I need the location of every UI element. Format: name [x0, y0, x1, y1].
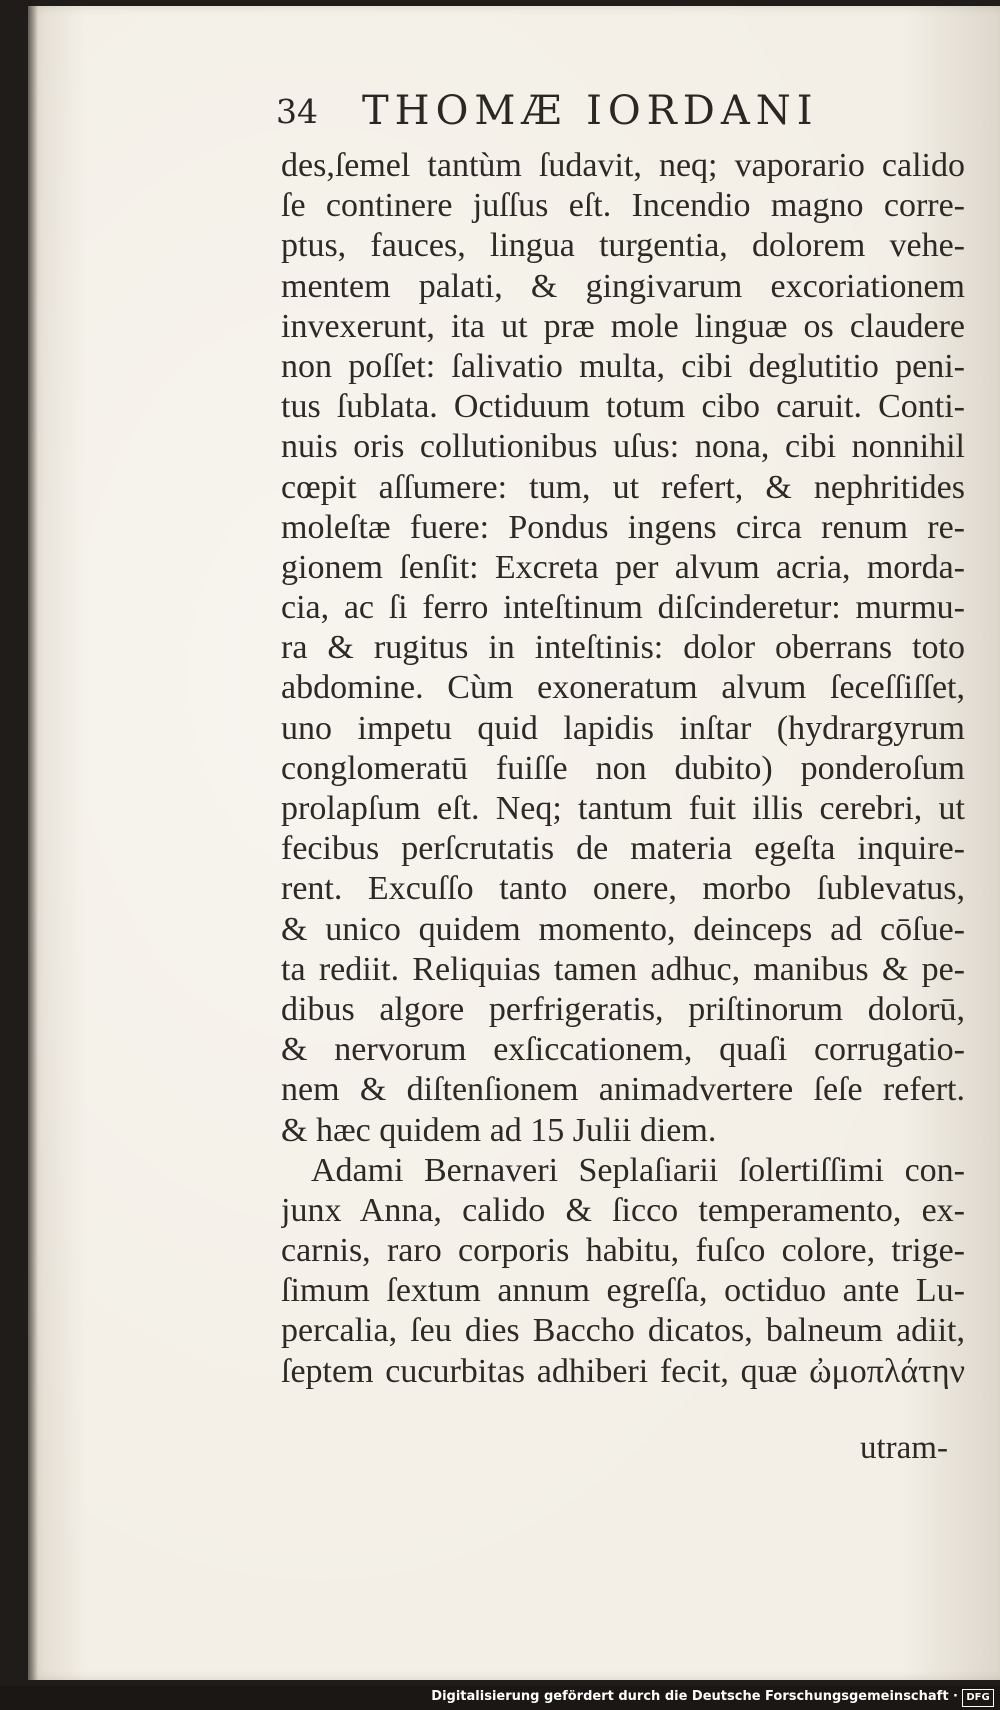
text-line: ſe continere juſſus eſt. Incendio magno corre- [281, 187, 965, 225]
dfg-logo: DFG [962, 1689, 994, 1707]
text-line: mentem palati, & gingivarum excoriationem [281, 267, 965, 305]
text-line: & hæc quidem ad 15 Julii diem. [281, 1111, 717, 1149]
text-line: nem & diſtenſionem animadvertere ſeſe refert. [281, 1071, 965, 1109]
body-text [281, 146, 965, 1392]
page-number: 34 [276, 92, 318, 131]
text-line: percalia, ſeu dies Baccho dicatos, balneum adiit, [281, 1312, 965, 1350]
text-line: nuis oris collutionibus uſus: nona, cibi nonnihil [281, 428, 965, 466]
text-line: gionem ſenſit: Excreta per alvum acria, morda- [281, 548, 965, 586]
text-line: moleſtæ fuere: Pondus ingens circa renum re- [281, 508, 965, 546]
text-line: & nervorum exſiccationem, quaſi corrugatio- [281, 1031, 965, 1069]
text-line: invexerunt, ita ut præ mole linguæ os claudere [281, 307, 965, 345]
text-line: carnis, raro corporis habitu, fuſco colore, trige- [281, 1232, 965, 1270]
text-line: ſeptem cucurbitas adhiberi fecit, quæ ὠμοπλάτην [281, 1352, 965, 1390]
text-line: ra & rugitus in inteſtinis: dolor oberrans toto [281, 629, 965, 667]
text-line: conglomeratū fuiſſe non dubito) ponderoſum [281, 749, 965, 787]
text-line: fecibus perſcrutatis de materia egeſta inquire- [281, 830, 965, 868]
digitization-footer [0, 1686, 1000, 1710]
text-line: des,ſemel tantùm ſudavit, neq; vaporario calido [281, 147, 965, 184]
text-line: dibus algore perfrigeratis, priſtinorum dolorū, [281, 990, 965, 1028]
text-line: ta rediit. Reliquias tamen adhuc, manibus & pe- [281, 950, 965, 988]
text-line: cœpit aſſumere: tum, ut refert, & nephritides [281, 468, 965, 506]
text-line: rent. Excuſſo tanto onere, morbo ſublevatus, [281, 870, 965, 908]
text-line: non poſſet: ſalivatio multa, cibi deglutitio peni- [281, 347, 965, 385]
text-line: cia, ac ſi ferro inteſtinum diſcinderetur: murmu- [281, 589, 965, 627]
text-line: prolapſum eſt. Neq; tantum fuit illis cerebri, ut [281, 790, 965, 827]
running-title: THOMÆ IORDANI [362, 88, 819, 134]
text-line: abdomine. Cùm exoneratum alvum ſeceſſiſſet, [281, 669, 965, 707]
text-line-paragraph-start: Adami Bernaveri Seplaſiarii ſolertiſſimi con- [311, 1151, 965, 1189]
text-line: uno impetu quid lapidis inſtar (hydrargyrum [281, 709, 965, 747]
page-header [276, 88, 876, 138]
page-gutter-shadow [28, 0, 38, 1680]
text-line: ſimum ſextum annum egreſſa, octiduo ante Lu- [281, 1272, 965, 1310]
text-line: tus ſublata. Octiduum totum cibo caruit. Conti- [281, 388, 965, 426]
text-line: & unico quidem momento, deinceps ad cōſue- [281, 910, 965, 948]
catchword: utram- [860, 1430, 948, 1466]
funding-credit: Digitalisierung gefördert durch die Deutsche Forschungsgemeinschaft · [431, 1689, 958, 1704]
text-line: ptus, fauces, lingua turgentia, dolorem vehe- [281, 227, 965, 265]
text-line: junx Anna, calido & ſicco temperamento, ex- [281, 1191, 965, 1229]
